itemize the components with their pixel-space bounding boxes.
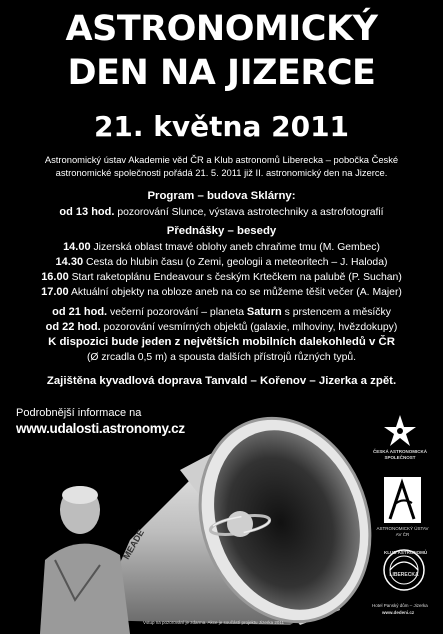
institute-emblem-icon	[380, 475, 425, 525]
program-line	[0, 205, 443, 220]
person-photo	[40, 486, 130, 634]
evening1-time: od 21 hod.	[52, 306, 108, 318]
lecture-time: 14.30	[55, 256, 84, 268]
footer-web: www.dedeni.cz	[382, 610, 415, 615]
evening1-pre: večerní pozorování – planeta	[110, 307, 245, 318]
program-time: od 13 hod.	[59, 206, 115, 218]
kal-logo-top: KLUB ASTRONOMŮ	[384, 550, 428, 555]
evening1-saturn: Saturn	[246, 306, 282, 318]
telescope-availability: K dispozici bude jeden z největších mobilních dalekohledů v ČR	[48, 336, 395, 348]
evening-observation-line	[0, 305, 443, 320]
title-line-1: ASTRONOMICKÝ	[65, 9, 378, 49]
lectures-heading: Přednášky – besedy	[166, 225, 277, 237]
lecture-text: Cesta do hlubin času (o Zemi, geologii a meteoritech – J. Haloda)	[85, 257, 388, 268]
lecture-row	[0, 285, 443, 300]
shuttle-info: Zajištěna kyvadlová doprava Tanvald – Kořenov – Jizerka a zpět.	[46, 375, 397, 387]
evening2-time: od 22 hod.	[45, 321, 101, 333]
lecture-row	[0, 240, 443, 255]
telescope-details: (Ø zrcadla 0,5 m) a spousta dalších přístrojů různých typů.	[86, 352, 357, 363]
cas-logo-text: ČESKÁ ASTRONOMICKÁ SPOLEČNOST	[372, 449, 428, 460]
cas-logo	[370, 413, 430, 468]
footer-venue: Hotel Panský dům – Jizerka	[372, 603, 428, 608]
lecture-row	[0, 255, 443, 270]
lecture-time: 16.00	[41, 271, 69, 283]
kal-logo	[376, 548, 432, 592]
lecture-row	[0, 270, 443, 285]
deep-sky-line	[0, 320, 443, 335]
program-text: pozorování Slunce, výstava astrotechniky a astrofotografií	[117, 207, 384, 218]
asu-logo	[376, 475, 429, 537]
lecture-text: Jizerská oblast tmavé oblohy aneb chraňme tmu (M. Gembec)	[93, 242, 380, 253]
footer-note: Vstup na pozorování je zdarma. Akce je součástí projektu Jizerka 2011	[143, 620, 284, 625]
kal-logo-bottom: LIBERECKA	[389, 572, 419, 578]
more-info-label: Podrobnější informace na	[16, 407, 142, 419]
intro-text: Astronomický ústav Akademie věd ČR a Klub astronomů Liberecka – pobočka České astronomické společnosti pořádá 21. 5. 2011 již II. astronomický den na Jizerce.	[44, 154, 399, 178]
asu-logo-text: ASTRONOMICKÝ ÚSTAV AV ČR	[376, 526, 429, 537]
lecture-time: 14.00	[63, 241, 91, 253]
title-line-2: DEN NA JIZERCE	[67, 53, 376, 93]
event-date: 21. května 2011	[93, 110, 350, 143]
lecture-text: Aktuální objekty na obloze aneb na co se můžeme těšit večer (A. Majer)	[70, 287, 402, 298]
program-heading: Program – budova Sklárny:	[147, 190, 296, 202]
evening2-text: pozorování vesmírných objektů (galaxie, mlhoviny, hvězdokupy)	[103, 322, 398, 333]
lecture-text: Start raketoplánu Endeavour s českým Krtečkem na palubě (P. Suchan)	[71, 272, 402, 283]
lecture-time: 17.00	[41, 286, 69, 298]
star-icon	[370, 413, 430, 449]
website-link[interactable]: www.udalosti.astronomy.cz	[16, 421, 185, 436]
telescope-brand-label: MEADE	[121, 527, 146, 561]
evening1-post: s prstencem a měsíčky	[284, 307, 391, 318]
